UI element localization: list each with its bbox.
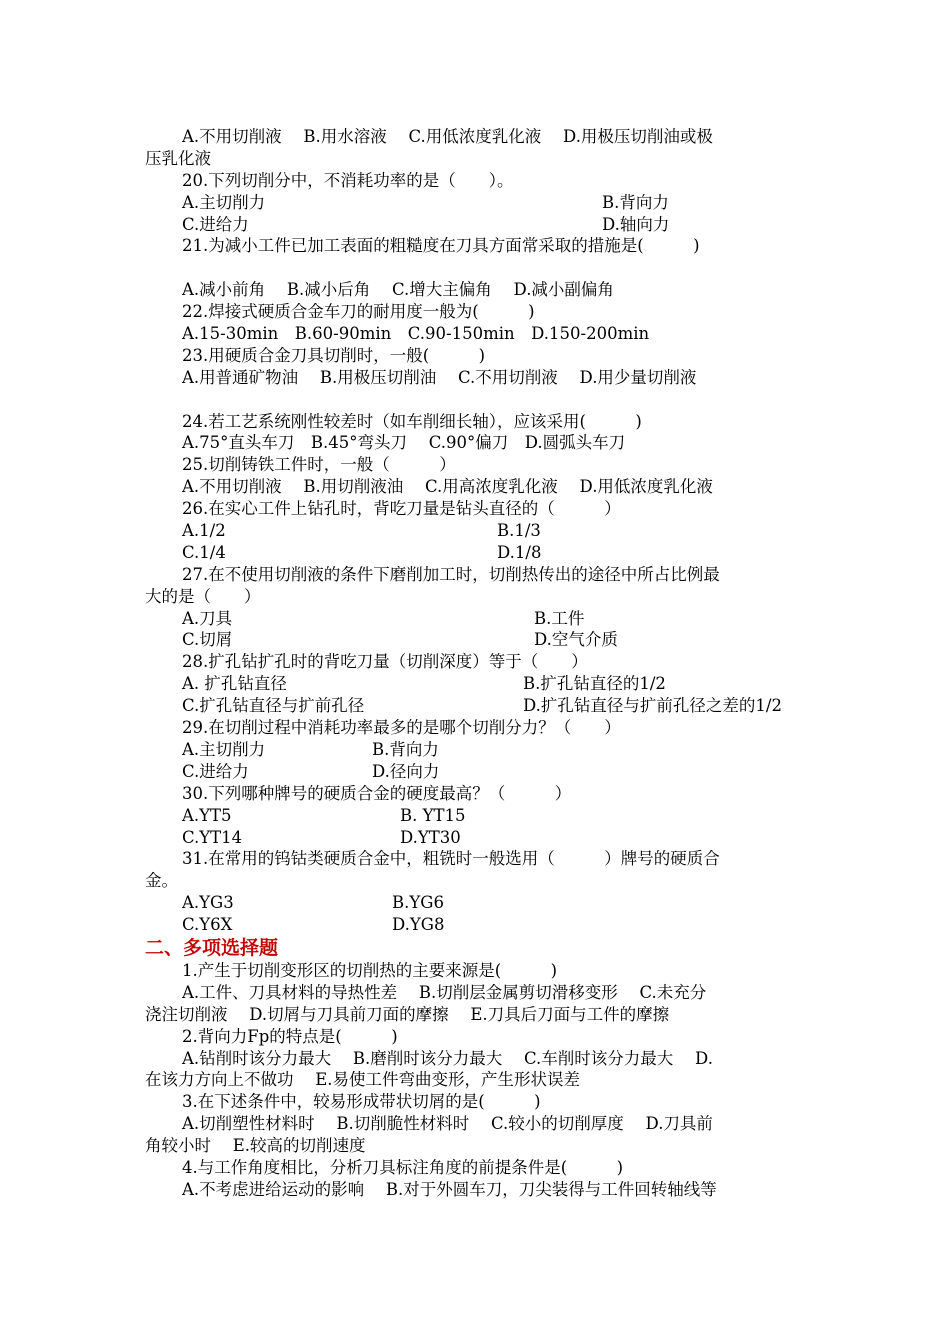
blank-line [145,389,810,411]
option-row [145,520,810,542]
text-line: 21.为减小工件已加工表面的粗糙度在刀具方面常采取的措施是( ) [182,236,700,256]
text-line: 26.在实心工件上钻孔时，背吃刀量是钻头直径的（ ） [182,499,621,519]
text-line: A.75°直头车刀 B.45°弯头刀 C.90°偏刀 D.圆弧头车刀 [182,433,626,453]
text-line: 大的是（ ） [145,586,261,606]
text-line: 3.在下述条件中，较易形成带状切屑的是( ) [182,1092,541,1112]
text-line: 29.在切削过程中消耗功率最多的是哪个切削分力？（ ） [182,718,621,738]
text-line: 4.与工作角度相比，分析刀具标注角度的前提条件是( ) [182,1157,624,1177]
option-row [145,892,810,914]
option-right: D.YG8 [392,915,445,935]
option-row [145,608,810,630]
document-body [145,126,810,1201]
text-line: 1.产生于切削变形区的切削热的主要来源是( ) [182,960,558,980]
option-left: A.YG3 [182,893,234,913]
option-right: D.1/8 [497,542,542,562]
option-left: C.切屑 [182,630,233,650]
option-left: A. 扩孔钻直径 [182,674,287,694]
text-line: A.用普通矿物油 B.用极压切削油 C.不用切削液 D.用少量切削液 [182,367,697,387]
text-line: A.切削塑性材料时 B.切削脆性材料时 C.较小的切削厚度 D.刀具前 [182,1114,713,1134]
option-right: B.YG6 [392,893,444,913]
option-right: B.背向力 [372,739,439,759]
option-left: C.Y6X [182,915,233,935]
text-line: 2.背向力Fp的特点是( ) [182,1026,398,1046]
option-right: D.径向力 [372,761,440,781]
text-line: 23.用硬质合金刀具切削时，一般( ) [182,345,486,365]
option-left: A.主切削力 [182,192,266,212]
text-line: 角较小时 E.较高的切削速度 [145,1136,366,1156]
text-line: 24.若工艺系统刚性较差时（如车削细长轴），应该采用( ) [182,411,642,431]
text-line: A.工件、刀具材料的导热性差 B.切削层金属剪切滑移变形 C.未充分 [182,982,707,1002]
option-right: B.工件 [534,608,585,628]
option-left: C.扩孔钻直径与扩前孔径 [182,696,365,716]
text-line: A.不考虑进给运动的影响 B.对于外圆车刀，刀尖装得与工件回转轴线等 [182,1179,717,1199]
option-row [145,914,810,936]
text-line: 30.下列哪种牌号的硬质合金的硬度最高？（ ） [182,783,572,803]
option-row [145,673,810,695]
section-heading: 二、多项选择题 [145,936,279,959]
text-line: 28.扩孔钻扩孔时的背吃刀量（切削深度）等于（ ） [182,652,588,672]
text-line: A.15-30min B.60-90min C.90-150min D.150-200min [182,324,650,344]
option-row [145,739,810,761]
text-line: 25.切削铸铁工件时，一般（ ） [182,455,456,475]
text-line: 金。 [145,871,178,891]
option-row [145,214,810,236]
option-right: D.轴向力 [602,214,670,234]
option-left: C.进给力 [182,761,249,781]
text-line: 浇注切削液 D.切屑与刀具前刀面的摩擦 E.刀具后刀面与工件的摩擦 [145,1004,670,1024]
option-row [145,761,810,783]
option-row [145,827,810,849]
text-line: A.不用切削液 B.用水溶液 C.用低浓度乳化液 D.用极压切削油或极 [182,127,713,146]
text-line: A.不用切削液 B.用切削液油 C.用高浓度乳化液 D.用低浓度乳化液 [182,477,713,497]
text-line: A.减小前角 B.减小后角 C.增大主偏角 D.减小副偏角 [182,280,614,300]
blank-line [145,257,810,279]
text-line: 27.在不使用切削液的条件下磨削加工时，切削热传出的途径中所占比例最 [182,564,720,584]
option-row [145,629,810,651]
text-line: 31.在常用的钨钴类硬质合金中，粗铣时一般选用（ ）牌号的硬质合 [182,849,720,869]
text-line: 在该力方向上不做功 E.易使工件弯曲变形，产生形状误差 [145,1070,581,1090]
text-line: 20.下列切削分中，不消耗功率的是（ ）。 [182,170,514,190]
option-right: D.YT30 [400,827,461,847]
text-line: 22.焊接式硬质合金车刀的耐用度一般为( ) [182,302,535,322]
text-line: A.钻削时该分力最大 B.磨削时该分力最大 C.车削时该分力最大 D. [182,1048,713,1068]
option-left: A.刀具 [182,608,233,628]
option-left: A.主切削力 [182,739,266,759]
option-row [145,805,810,827]
option-right: D.空气介质 [534,630,618,650]
option-right: B.扩孔钻直径的1/2 [523,674,666,694]
option-left: C.1/4 [182,542,226,562]
option-left: C.进给力 [182,214,249,234]
option-right: B. YT15 [400,805,466,825]
text-line: 压乳化液 [145,148,211,168]
option-left: C.YT14 [182,827,243,847]
option-row [145,192,810,214]
option-left: A.1/2 [182,521,226,541]
option-right: B.1/3 [497,521,541,541]
option-right: D.扩孔钻直径与扩前孔径之差的1/2 [523,696,782,716]
option-row [145,695,810,717]
option-left: A.YT5 [182,805,232,825]
option-right: B.背向力 [602,192,669,212]
option-row [145,542,810,564]
